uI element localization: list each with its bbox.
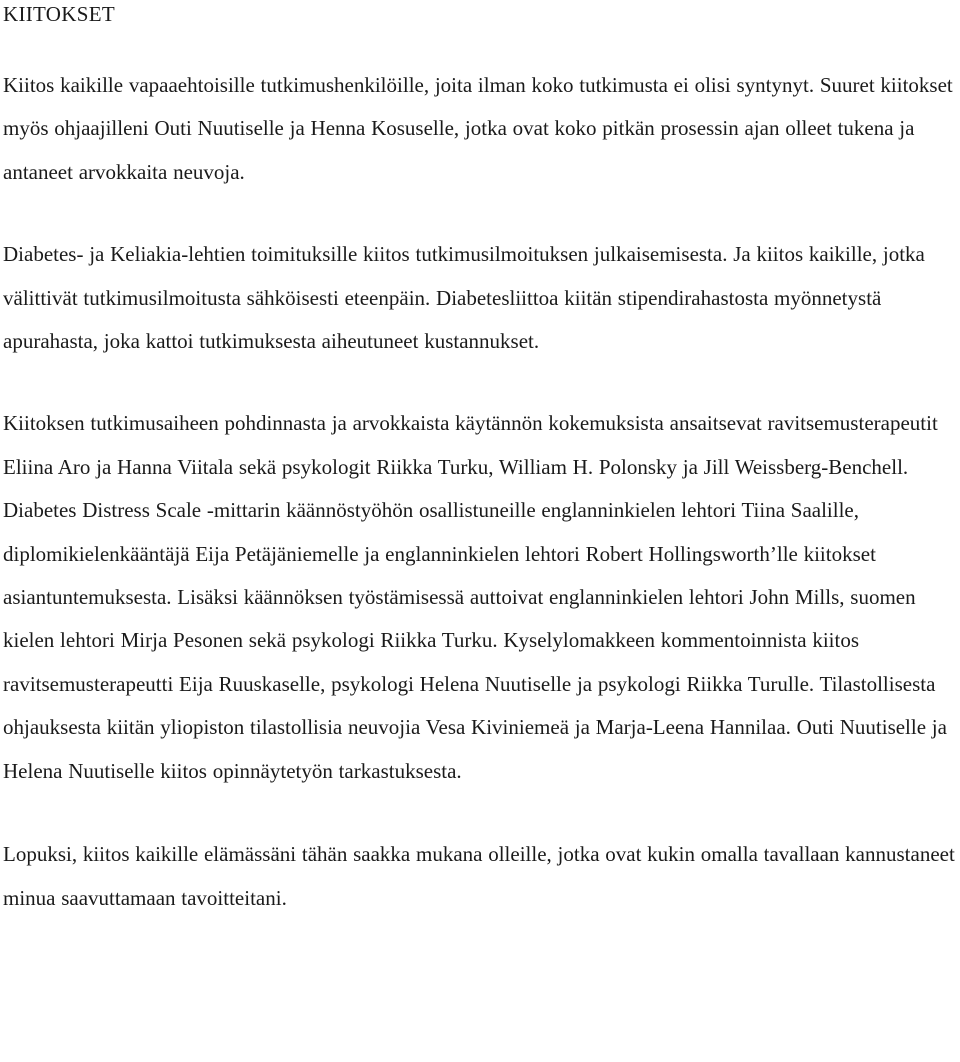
paragraph-acknowledgement-closing: Lopuksi, kiitos kaikille elämässäni tähän saakka mukana olleille, jotka ovat kukin omalla tavallaan kannustaneet minua saavuttamaan tavoitteitani. — [3, 842, 955, 910]
page-title: KIITOKSET — [3, 2, 115, 26]
paragraph-acknowledgement-participants: Kiitos kaikille vapaaehtoisille tutkimushenkilöille, joita ilman koko tutkimusta ei olisi syntynyt. Suuret kiitokset myös ohjaajilleni Outi Nuutiselle ja Henna Kosuselle, jotka ovat koko pitkän prosessin ajan olleet tukena ja antaneet arvokkaita neuvoja. — [3, 73, 953, 184]
paragraph-acknowledgement-publications: Diabetes- ja Keliakia-lehtien toimituksille kiitos tutkimusilmoituksen julkaisemisesta. Ja kiitos kaikille, jotka välittivät tutkimusilmoitusta sähköisesti eteenpäin. Diabetesliittoa kiitän stipendirahastosta myönnetystä apurahasta, joka kattoi tutkimuksesta aiheutuneet kustannukset. — [3, 242, 925, 354]
paragraph-acknowledgement-experts: Kiitoksen tutkimusaiheen pohdinnasta ja arvokkaista käytännön kokemuksista ansaitsevat ravitsemusterapeutit Eliina Aro ja Hanna Viitala sekä psykologit Riikka Turku, William H. Polonsky ja Jill Weissberg-Benchell. Diabetes Distress Scale -mittarin käännöstyöhön osallistuneille englanninkielen lehtori Tiina Saalille, diplomikielenkääntäjä Eija Petäjäniemelle ja englanninkielen lehtori Robert Hollingsworth’lle kiitokset asiantuntemuksesta. Lisäksi käännöksen työstämisessä auttoivat englanninkielen lehtori John Mills, suomen kielen lehtori Mirja Pesonen sekä psykologi Riikka Turku. Kyselylomakkeen kommentoinnista kiitos ravitsemusterapeutti Eija Ruuskaselle, psykologi Helena Nuutiselle ja psykologi Riikka Turulle. Tilastollisesta ohjauksesta kiitän yliopiston tilastollisia neuvojia Vesa Kiviniemeä ja Marja-Leena Hannilaa. Outi Nuutiselle ja Helena Nuutiselle kiitos opinnäytetyön tarkastuksesta. — [3, 411, 947, 783]
document-page — [3, 0, 957, 920]
